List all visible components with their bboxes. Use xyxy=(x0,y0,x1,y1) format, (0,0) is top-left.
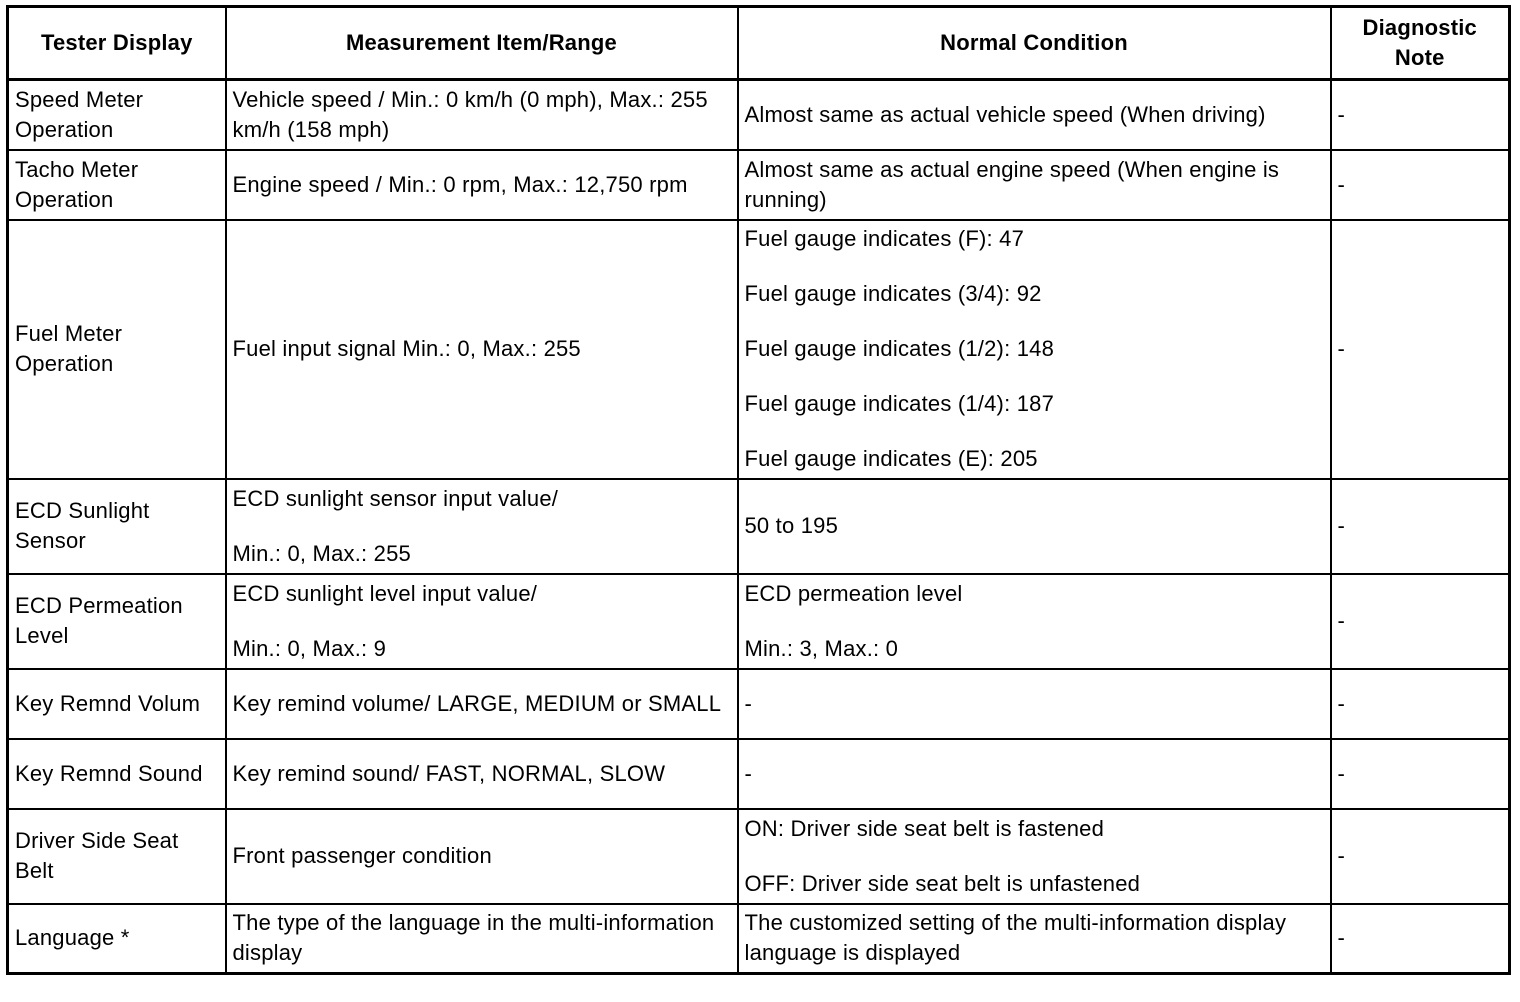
range-cell: Engine speed / Min.: 0 rpm, Max.: 12,750 rpm xyxy=(226,150,738,220)
normal-condition-cell: ECD permeation level Min.: 3, Max.: 0 xyxy=(738,574,1331,669)
normal-condition-cell: The customized setting of the multi-information display language is displayed xyxy=(738,904,1331,974)
diagnostic-note-cell: - xyxy=(1331,669,1510,739)
range-cell: Vehicle speed / Min.: 0 km/h (0 mph), Max.: 255 km/h (158 mph) xyxy=(226,80,738,150)
table-row xyxy=(8,904,1510,974)
range-cell: Key remind sound/ FAST, NORMAL, SLOW xyxy=(226,739,738,809)
normal-condition-cell: Almost same as actual vehicle speed (When driving) xyxy=(738,80,1331,150)
diagnostic-note-cell: - xyxy=(1331,220,1510,479)
table-row xyxy=(8,150,1510,220)
tester-display-cell: Key Remnd Sound xyxy=(8,739,226,809)
normal-condition-cell: 50 to 195 xyxy=(738,479,1331,574)
tester-display-cell: Speed Meter Operation xyxy=(8,80,226,150)
diagnostic-table xyxy=(6,5,1511,975)
header-measurement-range: Measurement Item/Range xyxy=(226,7,738,80)
table-header-row xyxy=(8,7,1510,80)
diagnostic-note-cell: - xyxy=(1331,150,1510,220)
tester-display-cell: Fuel Meter Operation xyxy=(8,220,226,479)
table-row xyxy=(8,669,1510,739)
table-row xyxy=(8,809,1510,904)
normal-condition-cell: - xyxy=(738,669,1331,739)
normal-condition-cell: Almost same as actual engine speed (When engine is running) xyxy=(738,150,1331,220)
range-cell: Key remind volume/ LARGE, MEDIUM or SMALL xyxy=(226,669,738,739)
tester-display-cell: Language * xyxy=(8,904,226,974)
tester-display-cell: Driver Side Seat Belt xyxy=(8,809,226,904)
range-cell: The type of the language in the multi-information display xyxy=(226,904,738,974)
normal-condition-cell: ON: Driver side seat belt is fastened OFF: Driver side seat belt is unfastened xyxy=(738,809,1331,904)
diagnostic-note-cell: - xyxy=(1331,479,1510,574)
range-cell: Fuel input signal Min.: 0, Max.: 255 xyxy=(226,220,738,479)
tester-display-cell: Tacho Meter Operation xyxy=(8,150,226,220)
table-row xyxy=(8,574,1510,669)
range-cell: Front passenger condition xyxy=(226,809,738,904)
range-cell: ECD sunlight sensor input value/ Min.: 0, Max.: 255 xyxy=(226,479,738,574)
diagnostic-note-cell: - xyxy=(1331,809,1510,904)
header-normal-condition: Normal Condition xyxy=(738,7,1331,80)
range-cell: ECD sunlight level input value/ Min.: 0, Max.: 9 xyxy=(226,574,738,669)
table-row xyxy=(8,220,1510,479)
diagnostic-note-cell: - xyxy=(1331,739,1510,809)
normal-condition-cell: - xyxy=(738,739,1331,809)
tester-display-cell: Key Remnd Volum xyxy=(8,669,226,739)
tester-display-cell: ECD Sunlight Sensor xyxy=(8,479,226,574)
header-tester-display: Tester Display xyxy=(8,7,226,80)
normal-condition-cell: Fuel gauge indicates (F): 47 Fuel gauge indicates (3/4): 92 Fuel gauge indicates (1/2): 148 Fuel gauge indicates (1/4): 187 Fuel gauge indicates (E): 205 xyxy=(738,220,1331,479)
table-row xyxy=(8,739,1510,809)
diagnostic-note-cell: - xyxy=(1331,80,1510,150)
diagnostic-note-cell: - xyxy=(1331,904,1510,974)
tester-display-cell: ECD Permeation Level xyxy=(8,574,226,669)
table-row xyxy=(8,479,1510,574)
diagnostic-note-cell: - xyxy=(1331,574,1510,669)
table-row xyxy=(8,80,1510,150)
header-diagnostic-note: Diagnostic Note xyxy=(1331,7,1510,80)
